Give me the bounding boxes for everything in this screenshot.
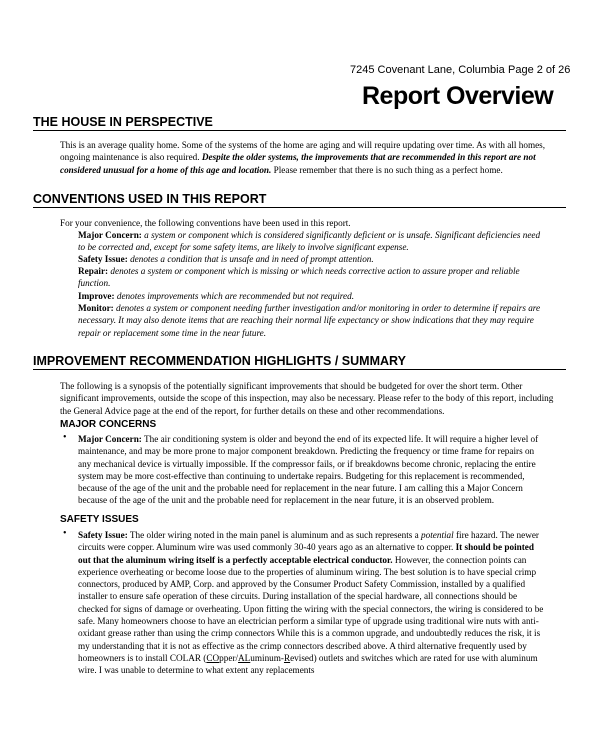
- major-concern-text: The air conditioning system is older and beyond the end of its expected life. It will require a higher level of maintenance, and may be more prone to major component breakdown. Predicting the frequency or time frame for repairs on any mechanical device is virtually impossible. If the compressor fails, or if breakdowns become chronic, replacing the entire system may be more cost-effective than continuing to undertake repairs. Budgeting for this replacement is recommended, because of the age of the unit and the probable need for replacement in the near future. I am calling this a Major Concern because of the age of the unit and the probable need for replacement in the near future, it is an observed problem.: [78, 434, 539, 506]
- page-number: Page 2 of 26: [508, 64, 571, 76]
- convention-term: Safety Issue:: [78, 254, 128, 264]
- convention-monitor: [78, 302, 548, 339]
- safety-text-emphasis: potential: [421, 530, 454, 540]
- section-heading-house: THE HOUSE IN PERSPECTIVE: [33, 115, 566, 131]
- convention-desc: denotes a condition that is unsafe and in need of prompt attention.: [130, 254, 374, 264]
- convention-term: Repair:: [78, 266, 109, 276]
- colar-pper: pper/: [219, 652, 239, 663]
- major-concern-term: Major Concern:: [78, 434, 142, 444]
- convention-desc: denotes improvements which are recommended but not required.: [116, 291, 354, 301]
- conventions-intro: For your convenience, the following conventions have been used in this report.: [60, 218, 351, 228]
- house-text-3: Please remember that there is no such thing as a perfect home.: [273, 164, 503, 175]
- convention-desc: denotes a system or component needing further investigation and/or monitoring in order to determine if repairs are necessary. It may also denote items that are reaching their normal life expectancy or show indications that they may require repair or replacement some time in the near future.: [78, 303, 541, 338]
- convention-desc: denotes a system or component which is missing or which needs corrective action to assure proper and reliable function.: [78, 266, 520, 289]
- safety-text-4: evised) outlets and switches which are rated for use with aluminum wire. I was unable to determine to what extent any replacements: [78, 652, 538, 676]
- property-address: 7245 Covenant Lane, Columbia: [350, 64, 505, 76]
- house-paragraph: [60, 139, 560, 176]
- colar-co: CO: [206, 652, 220, 663]
- safety-text-1: The older wiring noted in the main panel is aluminum and as such represents a: [129, 530, 419, 540]
- convention-term: Improve:: [78, 291, 115, 301]
- convention-term: Major Concern:: [78, 230, 142, 240]
- convention-term: Monitor:: [78, 303, 114, 313]
- colar-al: AL: [238, 652, 251, 663]
- safety-text-bold: It should be pointed out that the aluminum wiring itself is a perfectly acceptable electrical conductor.: [78, 542, 534, 565]
- house-text-1: This is an average quality home. Some of the systems of the home are aging and will require updating over time. As with all homes, ongoing maintenance is also required.: [60, 140, 546, 163]
- subheading-major-concerns: MAJOR CONCERNS: [60, 419, 157, 430]
- safety-issue-term: Safety Issue:: [78, 530, 128, 540]
- convention-desc: a system or component which is considered significantly deficient or is unsafe. Significant deficiencies need to be corrected and, except for some safety items, are likely to involve significant expense.: [78, 230, 541, 253]
- bullet-icon: •: [63, 528, 67, 539]
- section-heading-conventions: CONVENTIONS USED IN THIS REPORT: [33, 192, 566, 208]
- summary-intro: The following is a synopsis of the potentially significant improvements that should be budgeted for over the short term. Other significant improvements, outside the scope of this inspection, may also be necessary. Please refer to the body of this report, including the General Advice page at the end of the report, for further details on these and other recommendations.: [60, 381, 554, 416]
- convention-improve: [78, 290, 548, 302]
- bullet-icon: •: [63, 432, 67, 443]
- colar-uminum: uminum-: [250, 652, 284, 663]
- convention-safety-issue: [78, 253, 548, 265]
- safety-text-3: However, the connection points can experience overheating or become loose due to the properties of aluminum wiring. The best solution is to have special crimp connectors, produced by AMP, Corp. and approved by the Consumer Product Safety Commission, installed by a qualified installer to ensure safe operation of these circuits. During installation of the special hardware, all connections should be checked for signs of damage or overheating. Upon fitting the wiring with the special connectors, the wiring is considered to be safe. Many homeowners choose to have an electrician perform a similar type of upgrade using traditional wire nuts with anti-oxidant grease rather than using the crimp connectors While this is a common upgrade, and undoubtedly reduces the risk, it is my understanding that it is not as effective as the crimp connectors described above. A third alternative frequently used by homeowners is to install COLAR (: [78, 554, 544, 663]
- colar-r: R: [283, 652, 291, 663]
- subheading-safety-issues: SAFETY ISSUES: [60, 514, 139, 525]
- section-heading-summary: IMPROVEMENT RECOMMENDATION HIGHLIGHTS / SUMMARY: [33, 354, 566, 370]
- safety-issue-item: [78, 529, 548, 677]
- safety-text-2: fire hazard. The newer circuits were copper. Aluminum wire was used commonly 30-40 years ago as an alternative to copper.: [78, 530, 539, 553]
- page-title: Report Overview: [362, 82, 554, 110]
- house-text-emphasis: Despite the older systems, the improvements that are recommended in this report are not considered unusual for a home of this age and location.: [60, 152, 536, 175]
- convention-major-concern: [78, 229, 548, 254]
- convention-repair: [78, 265, 548, 290]
- major-concern-item: [78, 433, 548, 507]
